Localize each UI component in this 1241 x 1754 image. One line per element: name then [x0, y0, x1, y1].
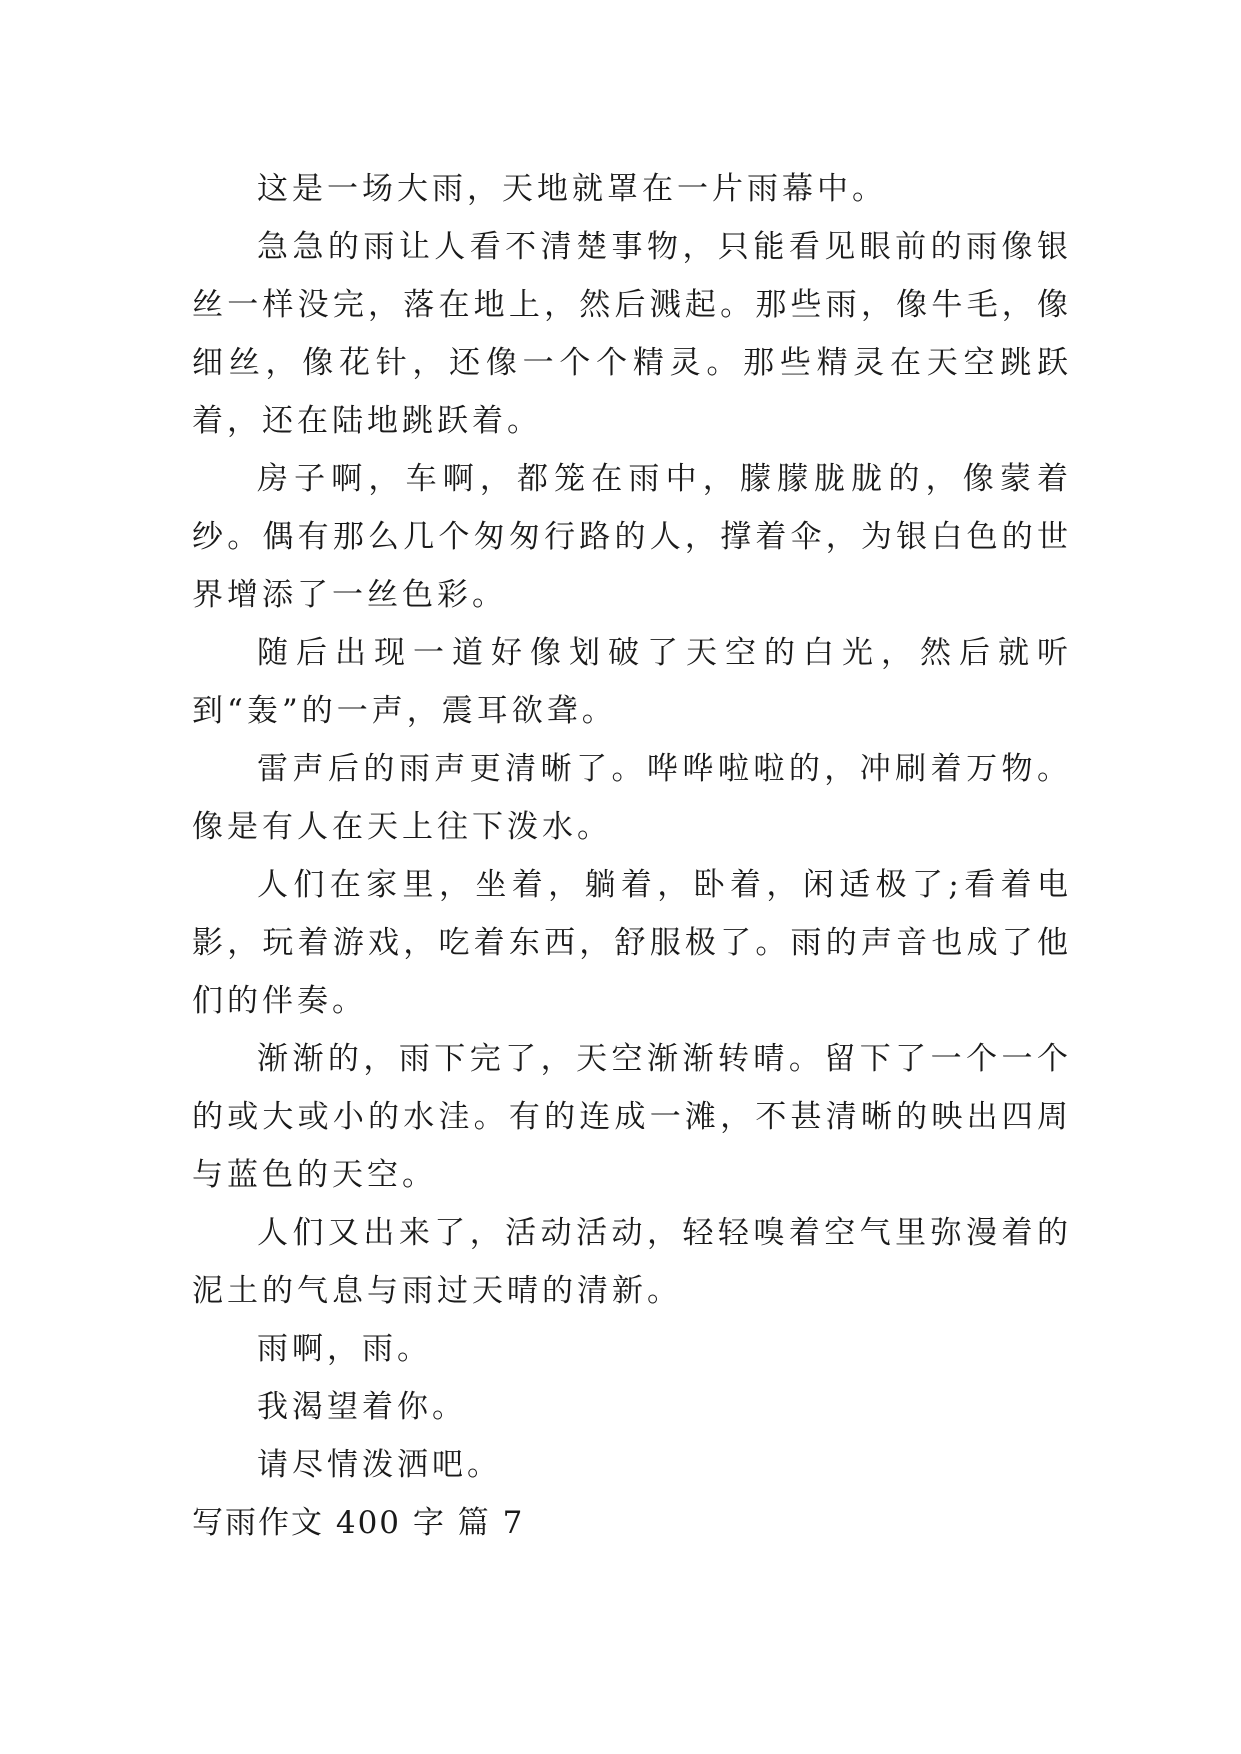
paragraph-7: 渐渐的，雨下完了，天空渐渐转晴。留下了一个一个的或大或小的水洼。有的连成一滩，不甚清晰的映出四周与蓝色的天空。 — [192, 1041, 1072, 1193]
paragraph-9: 雨啊，雨。 — [257, 1331, 432, 1367]
article-body — [192, 160, 1072, 1552]
paragraph-5: 雷声后的雨声更清晰了。哗哗啦啦的，冲刷着万物。像是有人在天上往下泼水。 — [192, 751, 1072, 845]
paragraph-3: 房子啊，车啊，都笼在雨中，朦朦胧胧的，像蒙着纱。偶有那么几个匆匆行路的人，撑着伞，为银白色的世界增添了一丝色彩。 — [192, 461, 1072, 613]
paragraph-4: 随后出现一道好像划破了天空的白光，然后就听到“轰”的一声，震耳欲聋。 — [192, 635, 1072, 729]
paragraph-1: 这是一场大雨，天地就罩在一片雨幕中。 — [257, 171, 887, 207]
section-heading: 写雨作文 400 字 篇 7 — [192, 1505, 525, 1541]
paragraph-8: 人们又出来了，活动活动，轻轻嗅着空气里弥漫着的泥土的气息与雨过天晴的清新。 — [192, 1215, 1072, 1309]
paragraph-6: 人们在家里，坐着，躺着，卧着，闲适极了;看着电影，玩着游戏，吃着东西，舒服极了。雨的声音也成了他们的伴奏。 — [192, 867, 1072, 1019]
paragraph-2: 急急的雨让人看不清楚事物，只能看见眼前的雨像银丝一样没完，落在地上，然后溅起。那些雨，像牛毛，像细丝，像花针，还像一个个精灵。那些精灵在天空跳跃着，还在陆地跳跃着。 — [192, 229, 1072, 439]
paragraph-11: 请尽情泼洒吧。 — [257, 1447, 502, 1483]
paragraph-10: 我渴望着你。 — [257, 1389, 467, 1425]
